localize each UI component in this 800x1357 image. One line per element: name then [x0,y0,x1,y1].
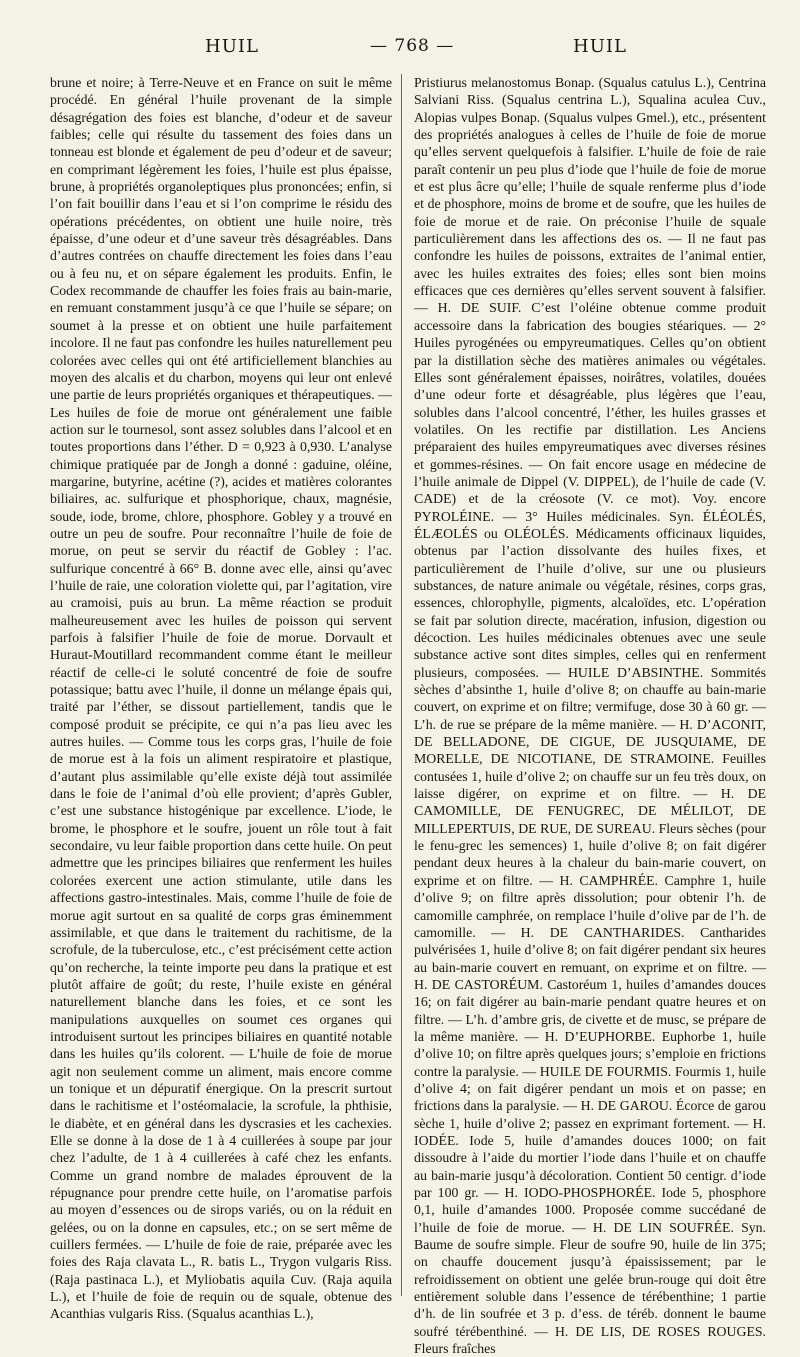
page-number: — 768 — [370,36,455,56]
header-right-word: HUIL [573,36,627,57]
right-column-text: Pristiurus melanostomus Bonap. (Squalus catulus L.), Centrina Salviani Riss. (Squalus centrina L.), Squalina aculea Cuv., Alopias vulpes Bonap. (Squalus vulpes Gmel.), etc., présentent des propriétés analogues à celles de l’huile de foie de morue qu’elles servent quelquefois à falsifier. L’huile de foie de raie paraît contenir un peu plus d’iode que l’huile de foie de morue et est plus âcre qu’elle; l’huile de squale renferme plus d’iode et de phosphore, moins de brome et de soufre, que les huiles de foie de morue et de raie. On préconise l’huile de squale particulièrement dans les affections des os. — Il ne faut pas confondre les huiles de poissons, extraites de l’animal entier, avec les huiles extraites des foies; elles sont bien moins efficaces que ces dernières qu’elles servent souvent à falsifier. — H. DE SUIF. C’est l’oléine obtenue comme produit accessoire dans la fabrication des bougies stéariques. — 2° Huiles pyrogénées ou empyreumatiques. Celles qu’on obtient par la distillation sèche des matières animales ou végétales. Elles sont généralement épaisses, noirâtres, volatiles, douées d’une odeur forte et désagréable, plus légères que l’eau, solubles dans l’alcool concentré, l’éther, les huiles grasses et volatiles. On les rectifie par distillation. Les Anciens préparaient des huiles empyreumatiques avec diverses résines et gommes-résines. — On fait encore usage en médecine de l’huile animale de Dippel (V. DIPPEL), de l’huile de cade (V. CADE) et de la créosote (V. ce mot). Voy. encore PYROLÉINE. — 3° Huiles médicinales. Syn. ÉLÉOLÉS, ÉLÆOLÉS ou OLÉOLÉS. Médicaments officinaux liquides, obtenus par l’action dissolvante des huiles fixes, et particulièrement de l’huile d’olive, sur une ou plusieurs substances, de nature animale ou végétale, résines, corps gras, essences, chlorophylle, pigments, alcaloïdes, etc. L’opération se fait par solution directe, macération, infusion, digestion ou décoction. Les huiles médicinales obtenues avec une seule substance active sont dites simples, celles qui en renferment plusieurs, composées. — HUILE D’ABSINTHE. Sommités sèches d’absinthe 1, huile d’olive 8; on chauffe au bain-marie couvert, on exprime et on filtre; vermifuge, dose 30 à 60 gr. — L’h. de rue se prépare de la même manière. — H. D’ACONIT, DE BELLADONE, DE CIGUE, DE JUSQUIAME, DE MORELLE, DE NICOTIANE, DE STRAMOINE. Feuilles contusées 1, huile d’olive 2; on chauffe sur un feu très doux, on laisse digérer, on exprime et on filtre. — H. DE CAMOMILLE, DE FENUGREC, DE MÉLILOT, DE MILLEPERTUIS, DE RUE, DE SUREAU. Fleurs sèches (pour le fenu-grec les semences) 1, huile d’olive 8; on fait digérer pendant deux heures à la chaleur du bain-marie couvert, on exprime et on filtre. — H. CAMPHRÉE. Camphre 1, huile d’olive 9; on filtre après dissolution; pour obtenir l’h. de camomille camphrée, on remplace l’huile d’olive par de l’h. de camomille. — H. DE CANTHARIDES. Cantharides pulvérisées 1, huile d’olive 8; on fait digérer pendant six heures au bain-marie couvert en remuant, on exprime et on filtre. — H. DE CASTORÉUM. Castoréum 1, huiles d’amandes douces 16; on fait digérer au bain-marie pendant quatre heures et on filtre. — L’h. d’ambre gris, de civette et de musc, se prépare de la même manière. — H. D’EUPHORBE. Euphorbe 1, huile d’olive 10; on filtre après quelques jours; s’emploie en frictions contre la paralysie. — HUILE DE FOURMIS. Fourmis 1, huile d’olive 4; on fait digérer pendant un mois et on passe; en frictions dans la paralysie. — H. DE GAROU. Écorce de garou sèche 1, huile d’olive 2; passez en exprimant fortement. — H. IODÉE. Iode 5, huile d’amandes douces 1000; on fait dissoudre à l’aide du mortier l’iode dans l’huile et on chauffe au bain-marie jusqu’à décoloration. Contient 50 centigr. d’iode par 100 gr. — H. IODO-PHOSPHORÉE. Iode 5, phosphore 0,1, huile d’amandes 1000. Proposée comme succédané de l’huile de foie de morue. — H. DE LIN SOUFRÉE. Syn. Baume de soufre simple. Fleur de soufre 90, huile de lin 375; on chauffe doucement jusqu’à épaississement; par le refroidissement on obtient une gelée brun-rouge qui doit être entièrement soluble dans l’essence de térébenthine; 1 partie d’h. de lin soufrée et 3 p. d’ess. de téréb. donnent le baume soufré térébenthiné. — H. DE LIS, DE ROSES ROUGES. Fleurs fraîches [414,75,766,1357]
header-left-word: HUIL [205,36,259,57]
left-column-text: brune et noire; à Terre-Neuve et en France on suit le même procédé. En général l’huile provenant de la simple désagrégation des foies est blanche, d’odeur et de saveur faibles; celle qui résulte du tassement des foies dans un tonneau est blonde et également de peu d’odeur et de saveur; en comprimant légèrement les foies, l’huile est plus épaisse, brune, à propriétés organoleptiques plus prononcées; enfin, si l’on fait bouillir dans l’eau et si l’on comprime le résidu des opérations précédentes, on obtient une huile noire, très épaisse, d’une odeur et d’une saveur très désagréables. Dans d’autres contrées on chauffe directement les foies dans l’eau ou à feu nu, et on sépare également les produits. Enfin, le Codex recommande de chauffer les foies frais au bain-marie, en remuant constamment jusqu’à ce que l’huile se sépare; on soumet à la presse et on obtient une huile parfaitement incolore. Il ne faut pas confondre les huiles naturellement peu colorées avec celles qui ont été artificiellement blanchies au moyen des alcalis et du charbon, moyens qui leur ont enlevé une partie de leurs propriétés organiques et thérapeutiques. — Les huiles de foie de morue ont généralement une faible action sur le tournesol, sont assez solubles dans l’alcool et en toutes proportions dans l’éther. D = 0,923 à 0,930. L’analyse chimique pratiquée par de Jongh a donné : gaduine, oléine, margarine, butyrine, acétine (?), acides et matières colorantes biliaires, ac. sulfurique et phosphorique, chaux, magnésie, soude, iode, brome, chlore, phosphore. Gobley y a trouvé en outre un peu de soufre. Pour reconnaître l’huile de foie de morue, on peut se servir du réactif de Gobley : l’ac. sulfurique concentré à 66° B. donne avec elle, ainsi qu’avec l’huile de raie, une coloration violette qui, par l’agitation, vire au cramoisi, puis au brun. La même réaction se produit malheureusement avec les huiles de poisson qui servent parfois à falsifier l’huile de foie de morue. Dorvault et Huraut-Moutillard recommandent comme étant le meilleur réactif de celle-ci le soluté concentré de foie de soufre potassique; battu avec l’huile, il donne un mélange épais qui, traité par l’éther, se dissout partiellement, tandis que le composé produit se précipite, ce qui n’a pas lieu avec les autres huiles. — Comme tous les corps gras, l’huile de foie de morue est à la fois un aliment respiratoire et plastique, d’autant plus assimilable qu’elle existe déjà tout assimilée dans le foie de l’animal d’où elle provient; d’après Gubler, c’est une substance histogénique par excellence. L’iode, le brome, le phosphore et le soufre, jouent un rôle tout à fait secondaire, vu leur faible proportion dans cette huile. On peut admettre que les principes biliaires que renferment les huiles colorées exercent une action stimulante, utile dans les affections gastro-intestinales. Mais, comme l’huile de foie de morue agit surtout en sa qualité de corps gras éminemment assimilable, et que dans le traitement du rachitisme, de la scrofule, de la tuberculose, etc., c’est précisément cette action qu’on recherche, la teinte importe peu dans la pratique et est plutôt affaire de goût; du reste, l’huile existe en général naturellement blanche dans les foies, et ce sont les manipulations auxquelles on soumet ces organes qui introduisent surtout les principes biliaires en quantité notable dans les huiles qu’ils colorent. — L’huile de foie de morue agit non seulement comme un aliment, mais encore comme un tonique et un dépuratif énergique. On la prescrit surtout dans le rachitisme et l’ostéomalacie, la scrofule, la phthisie, le diabète, et en général dans les dyscrasies et les cachexies. Elle se donne à la dose de 1 à 4 cuillerées à soupe par jour chez l’adulte, de 1 à 4 cuillerées à café chez les enfants. Comme un grand nombre de malades éprouvent de la répugnance pour prendre cette huile, on l’aromatise parfois au moyen d’essences ou de sirops variés, ou on la réduit en gelées, ou on la donne en capsules, etc.; on se sert même de cuillers fermées. — L’huile de foie de raie, préparée avec les foies des Raja clavata L., R. batis L., Trygon vulgaris Riss. (Raja pastinaca L.), et Myliobatis aquila Cuv. (Raja aquila L.), et l’huile de foie de requin ou de squale, obtenue des Acanthias vulgaris Riss. (Squalus acanthias L.), [50,75,392,1322]
running-header [0,36,800,62]
left-text-column [50,74,392,1322]
right-text-column [414,74,766,1357]
column-divider [401,74,402,1296]
